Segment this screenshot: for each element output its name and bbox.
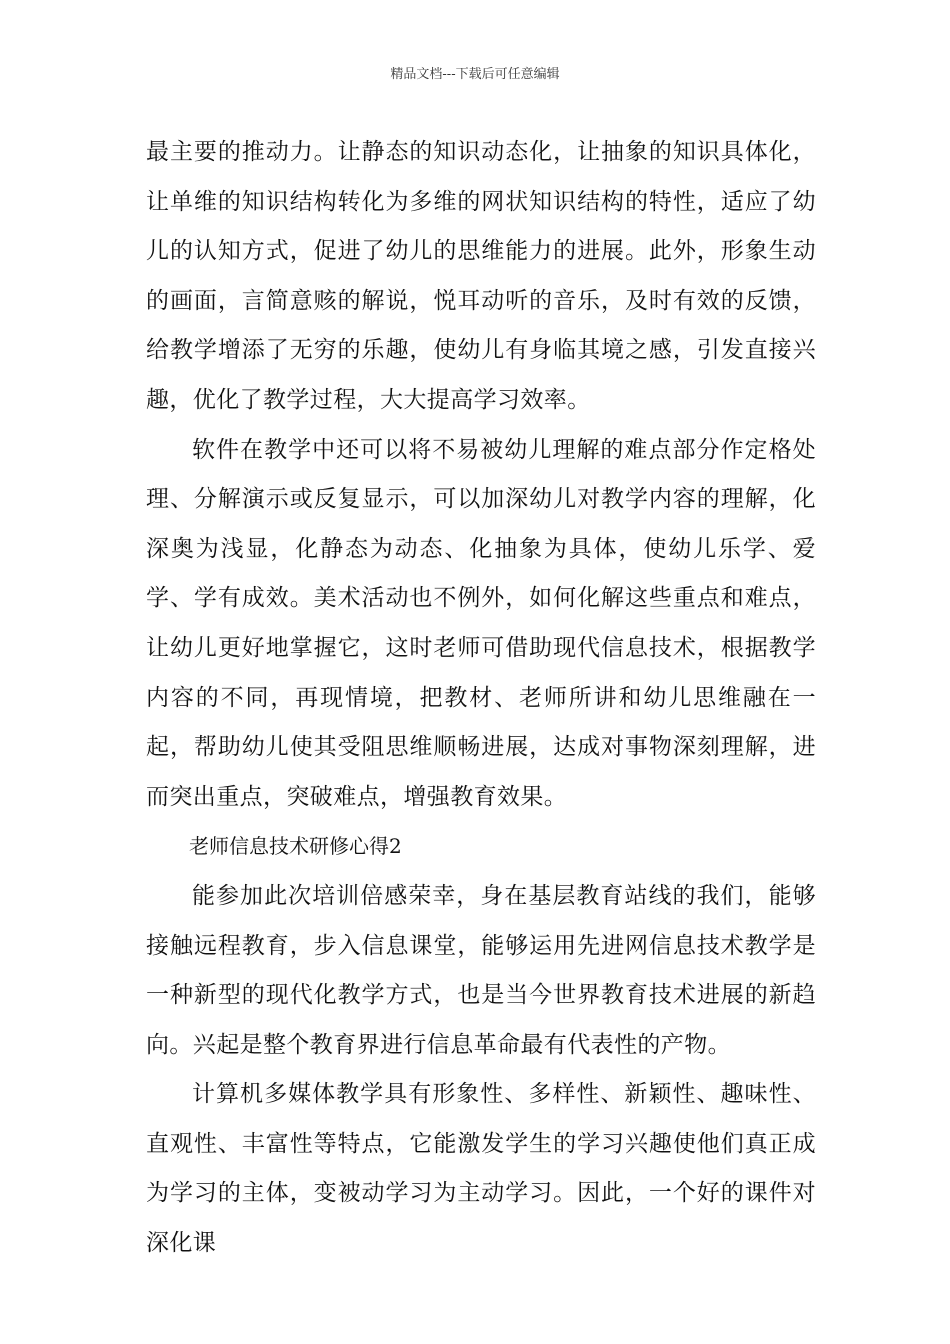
- page-header: 精品文档---下载后可任意编辑: [390, 67, 560, 82]
- paragraph-continuation: 最主要的推动力。让静态的知识动态化，让抽象的知识具体化，让单维的知识结构转化为多维的网状知识结构的特性，适应了幼儿的认知方式，促进了幼儿的思维能力的进展。此外，形象生动的画面，言简意赅的解说，悦耳动听的音乐，及时有效的反馈，给教学增添了无穷的乐趣，使幼儿有身临其境之感，引发直接兴趣，优化了教学过程，大大提高学习效率。: [146, 139, 816, 413]
- section-heading: 老师信息技术研修心得2: [189, 834, 402, 859]
- paragraph-training: 能参加此次培训倍感荣幸，身在基层教育站线的我们，能够接触远程教育，步入信息课堂，能够运用先进网信息技术教学是一种新型的现代化教学方式，也是当今世界教育技术进展的新趋向。兴起是整个教育界进行信息革命最有代表性的产物。: [146, 882, 816, 1058]
- paragraph-multimedia: 计算机多媒体教学具有形象性、多样性、新颖性、趣味性、直观性、丰富性等特点，它能激发学生的学习兴趣使他们真正成为学习的主体，变被动学习为主动学习。因此，一个好的课件对深化课: [146, 1081, 816, 1257]
- paragraph-software-teaching: 软件在教学中还可以将不易被幼儿理解的难点部分作定格处理、分解演示或反复显示，可以加深幼儿对教学内容的理解，化深奥为浅显，化静态为动态、化抽象为具体，使幼儿乐学、爱学、学有成效。美术活动也不例外，如何化解这些重点和难点，让幼儿更好地掌握它，这时老师可借助现代信息技术，根据教学内容的不同，再现情境，把教材、老师所讲和幼儿思维融在一起，帮助幼儿使其受阻思维顺畅进展，达成对事物深刻理解，进而突出重点，突破难点，增强教育效果。: [146, 436, 816, 810]
- document-body: [146, 128, 816, 1269]
